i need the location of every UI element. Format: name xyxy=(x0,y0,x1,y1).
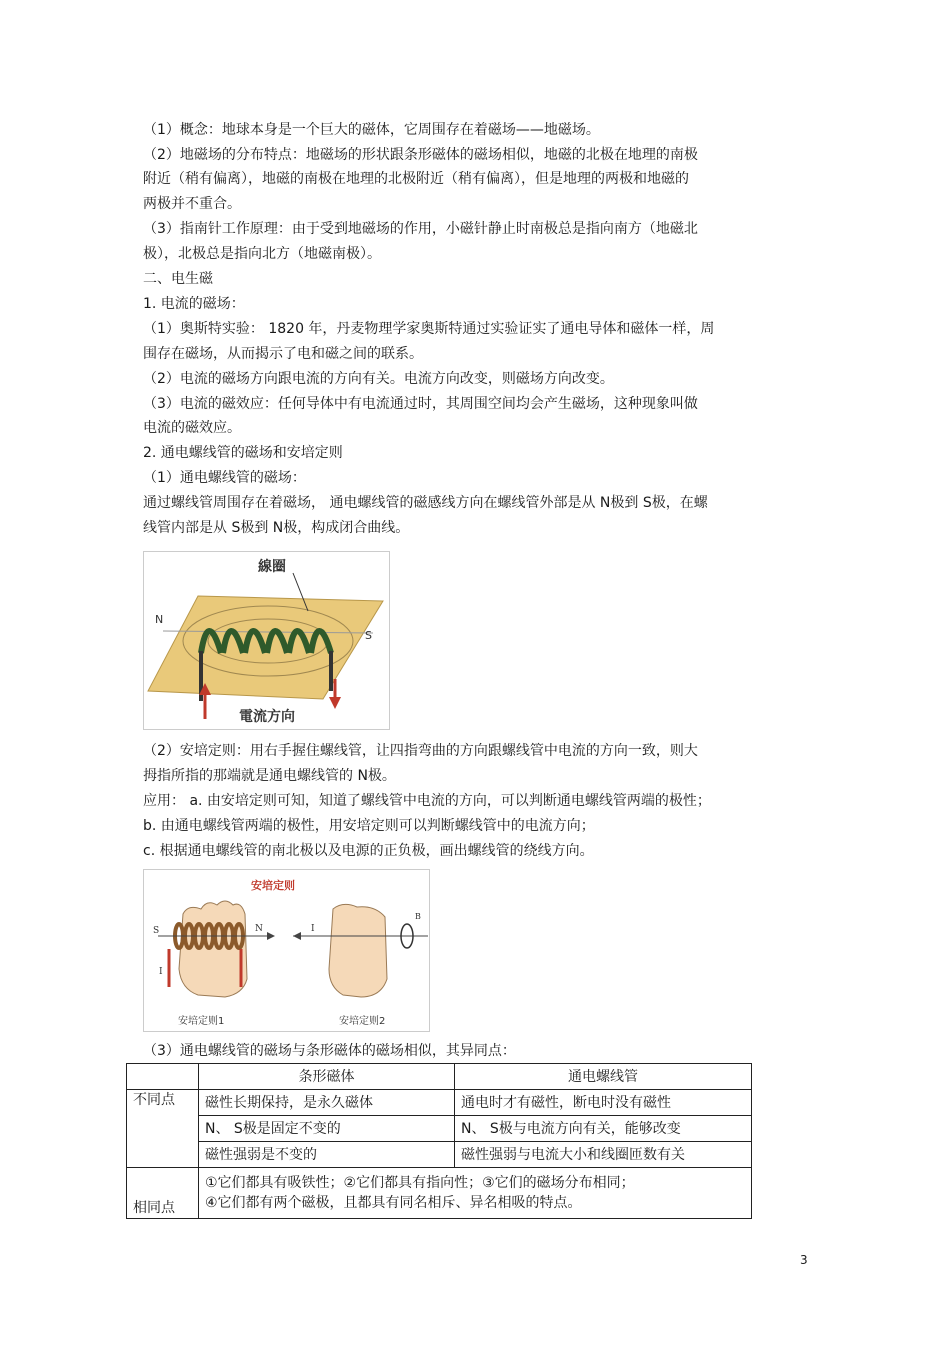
subheading: 2. 通电螺线管的磁场和安培定则 xyxy=(143,445,343,461)
table-cell: N、 S极与电流方向有关，能够改变 xyxy=(455,1116,752,1142)
same-cell xyxy=(199,1168,752,1219)
header-solenoid: 通电螺线管 xyxy=(455,1064,752,1090)
ampere-rule-diagram xyxy=(143,869,430,1032)
text-line: 围存在磁场，从而揭示了电和磁之间的联系。 xyxy=(143,346,423,362)
text-line: （1）奥斯特实验： 1820 年，丹麦物理学家奥斯特通过实验证实了通电导体和磁体一样，周 xyxy=(143,321,715,337)
subheading: 1. 电流的磁场： xyxy=(143,296,245,312)
coil-label: 線圈 xyxy=(258,559,286,575)
table-row xyxy=(127,1142,752,1168)
header-bar-magnet: 条形磁体 xyxy=(199,1064,455,1090)
empty-header-cell xyxy=(127,1064,199,1090)
same-point-1: ①它们都具有吸铁性；②它们都具有指向性；③它们的磁场分布相同； xyxy=(205,1175,635,1191)
text-line: c. 根据通电螺线管的南北极以及电源的正负极，画出螺线管的绕线方向。 xyxy=(143,843,594,859)
right-caption: 安培定则2 xyxy=(339,1016,386,1027)
north-label: N xyxy=(155,613,164,626)
table-row xyxy=(127,1168,752,1219)
table-cell: 通电时才有磁性，断电时没有磁性 xyxy=(455,1090,752,1116)
south-label: S xyxy=(365,629,372,642)
text-line: （2）地磁场的分布特点：地磁场的形状跟条形磁体的磁场相似，地磁的北极在地理的南极 xyxy=(143,147,698,163)
text-line: 应用： a. 由安培定则可知，知道了螺线管中电流的方向，可以判断通电螺线管两端的极性； xyxy=(143,793,711,809)
text-line: （1）概念：地球本身是一个巨大的磁体，它周围存在着磁场——地磁场。 xyxy=(143,122,600,138)
table-intro: （3）通电螺线管的磁场与条形磁体的磁场相似，其异同点： xyxy=(143,1043,516,1059)
comparison-table xyxy=(126,1063,752,1219)
table-header-row xyxy=(127,1064,752,1090)
text-line: 电流的磁效应。 xyxy=(143,420,241,436)
table-cell: 磁性长期保持，是永久磁体 xyxy=(199,1090,455,1116)
text-line: （3）指南针工作原理：由于受到地磁场的作用，小磁针静止时南极总是指向南方（地磁北 xyxy=(143,221,698,237)
text-line: 线管内部是从 S极到 N极，构成闭合曲线。 xyxy=(143,520,410,536)
table-row xyxy=(127,1116,752,1142)
table-cell: 磁性强弱是不变的 xyxy=(199,1142,455,1168)
current-i-label-2: I xyxy=(311,924,315,934)
same-point-2: ④它们都有两个磁极，且都具有同名相斥、异名相吸的特点。 xyxy=(205,1195,582,1211)
page-number: 3 xyxy=(800,1253,808,1267)
table-cell: N、 S极是固定不变的 xyxy=(199,1116,455,1142)
left-caption: 安培定则1 xyxy=(178,1016,225,1027)
ampere-rule-figure xyxy=(143,869,430,1032)
text-line: 两极并不重合。 xyxy=(143,196,241,212)
table-row xyxy=(127,1090,752,1116)
text-line: b. 由通电螺线管两端的极性，用安培定则可以判断螺线管中的电流方向； xyxy=(143,818,595,834)
n-pole-label: N xyxy=(255,924,263,934)
text-line: 通过螺线管周围存在着磁场， 通电螺线管的磁感线方向在螺线管外部是从 N极到 S极，在螺 xyxy=(143,495,708,511)
table-cell: 磁性强弱与电流大小和线圈匝数有关 xyxy=(455,1142,752,1168)
solenoid-figure xyxy=(143,551,390,730)
same-label: 相同点 xyxy=(127,1168,199,1219)
text-line: 拇指所指的那端就是通电螺线管的 N极。 xyxy=(143,768,396,784)
s-pole-label: S xyxy=(153,926,160,936)
text-line: 极），北极总是指向北方（地磁南极）。 xyxy=(143,246,381,262)
text-line: （3）电流的磁效应：任何导体中有电流通过时，其周围空间均会产生磁场，这种现象叫做 xyxy=(143,396,698,412)
diff-label: 不同点 xyxy=(127,1090,199,1168)
b-field-label: B xyxy=(415,912,421,921)
text-line: （2）安培定则：用右手握住螺线管，让四指弯曲的方向跟螺线管中电流的方向一致，则大 xyxy=(143,743,698,759)
text-line: （2）电流的磁场方向跟电流的方向有关。电流方向改变，则磁场方向改变。 xyxy=(143,371,614,387)
text-line: （1）通电螺线管的磁场： xyxy=(143,470,306,486)
section-heading: 二、电生磁 xyxy=(143,271,213,287)
solenoid-diagram xyxy=(143,551,390,730)
text-line: 附近（稍有偏离），地磁的南极在地理的北极附近（稍有偏离），但是地理的两极和地磁的 xyxy=(143,171,689,187)
current-i-label: I xyxy=(159,967,163,977)
current-direction-label: 電流方向 xyxy=(239,709,295,725)
ampere-rule-title: 安培定则 xyxy=(251,879,295,892)
